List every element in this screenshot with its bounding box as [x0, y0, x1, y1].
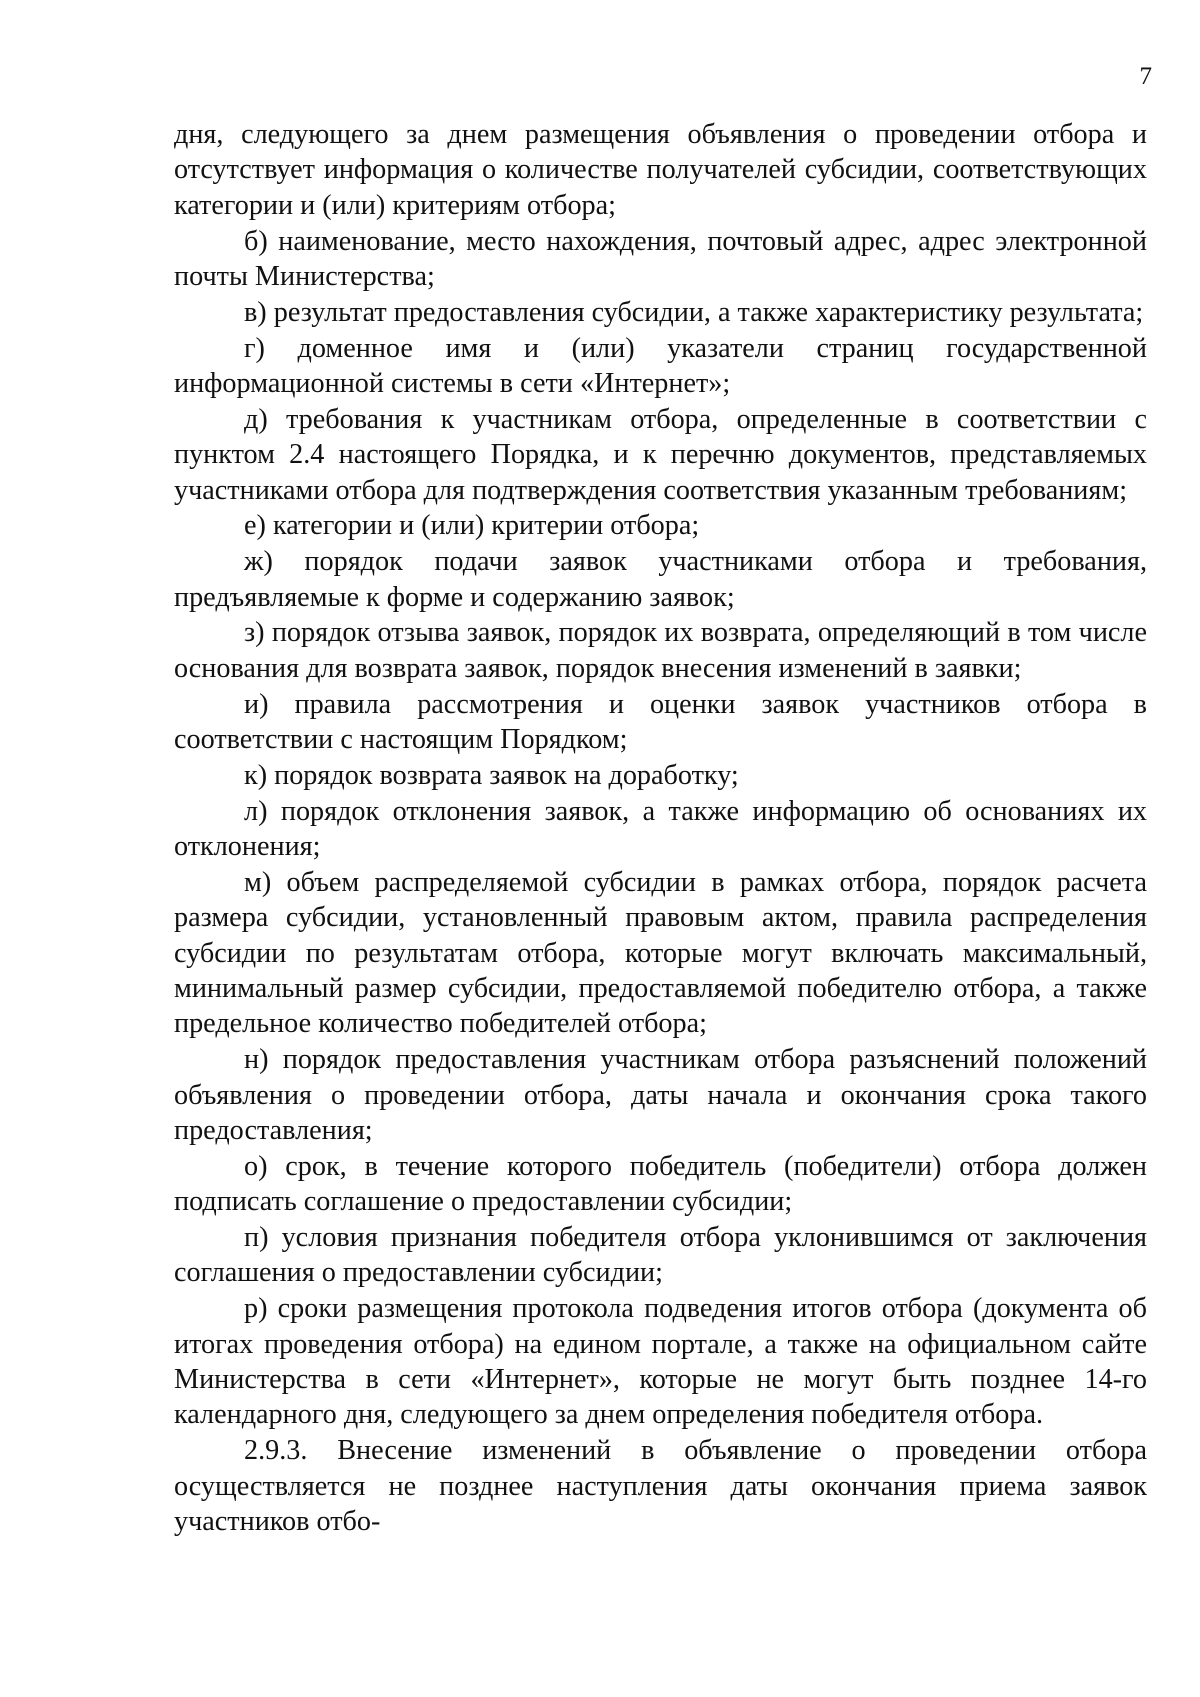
- paragraph-item-v: в) результат предоставления субсидии, а также характеристику результата;: [244, 296, 1144, 328]
- paragraph-item-zh: ж) порядок подачи заявок участниками отбора и требования, предъявляемые к форме и содержанию заявок;: [174, 546, 1147, 613]
- paragraph-item-e: е) категории и (или) критерии отбора;: [244, 510, 700, 542]
- paragraph-continuation: дня, следующего за днем размещения объявления о проведении отбора и отсутствует информация о количестве получателей субсидии, соответствующих категории и (или) критериям отбора;: [174, 119, 1147, 221]
- paragraph-item-z: з) порядок отзыва заявок, порядок их возврата, определяющий в том числе основания для возврата заявок, порядок внесения изменений в заявки;: [174, 617, 1147, 684]
- paragraph-item-i: и) правила рассмотрения и оценки заявок участников отбора в соответствии с настоящим Порядком;: [174, 688, 1147, 756]
- paragraph-item-g: г) доменное имя и (или) указатели страниц государственной информационной системы в сети «Интернет»;: [174, 332, 1147, 400]
- paragraph-section-2-9-3: 2.9.3. Внесение изменений в объявление о проведении отбора осуществляется не позднее наступления даты окончания приема заявок участников отбо-: [174, 1435, 1147, 1538]
- page-number: 7: [1139, 63, 1152, 90]
- paragraph-item-d: д) требования к участникам отбора, определенные в соответствии с пунктом 2.4 настоящего Порядка, и к перечню документов, представляемых участниками отбора для подтверждения соответствия указанным требованиям;: [174, 403, 1147, 506]
- paragraph-item-m: м) объем распределяемой субсидии в рамках отбора, порядок расчета размера субсидии, установленный правовым актом, правила распределения субсидии по результатам отбора, которые могут включать максимальный, минимальный размер субсидии, предоставляемой победителю отбора, а также предельное количество победителей отбора;: [174, 866, 1147, 1040]
- paragraph-item-p: п) условия признания победителя отбора уклонившимся от заключения соглашения о предоставлении субсидии;: [174, 1222, 1147, 1289]
- paragraph-item-b: б) наименование, место нахождения, почтовый адрес, адрес электронной почты Министерства;: [174, 225, 1147, 293]
- document-body: [174, 117, 1147, 1540]
- paragraph-item-l: л) порядок отклонения заявок, а также информацию об основаниях их отклонения;: [174, 795, 1147, 863]
- paragraph-item-o: о) срок, в течение которого победитель (победители) отбора должен подписать соглашение о предоставлении субсидии;: [174, 1150, 1147, 1218]
- paragraph-item-n: н) порядок предоставления участникам отбора разъяснений положений объявления о проведении отбора, даты начала и окончания срока такого предоставления;: [174, 1044, 1147, 1147]
- paragraph-item-r: р) сроки размещения протокола подведения итогов отбора (документа об итогах проведения отбора) на едином портале, а также на официальном сайте Министерства в сети «Интернет», которые не могут быть позднее 14-го календарного дня, следующего за днем определения победителя отбора.: [174, 1293, 1147, 1431]
- paragraph-item-k: к) порядок возврата заявок на доработку;: [244, 759, 739, 791]
